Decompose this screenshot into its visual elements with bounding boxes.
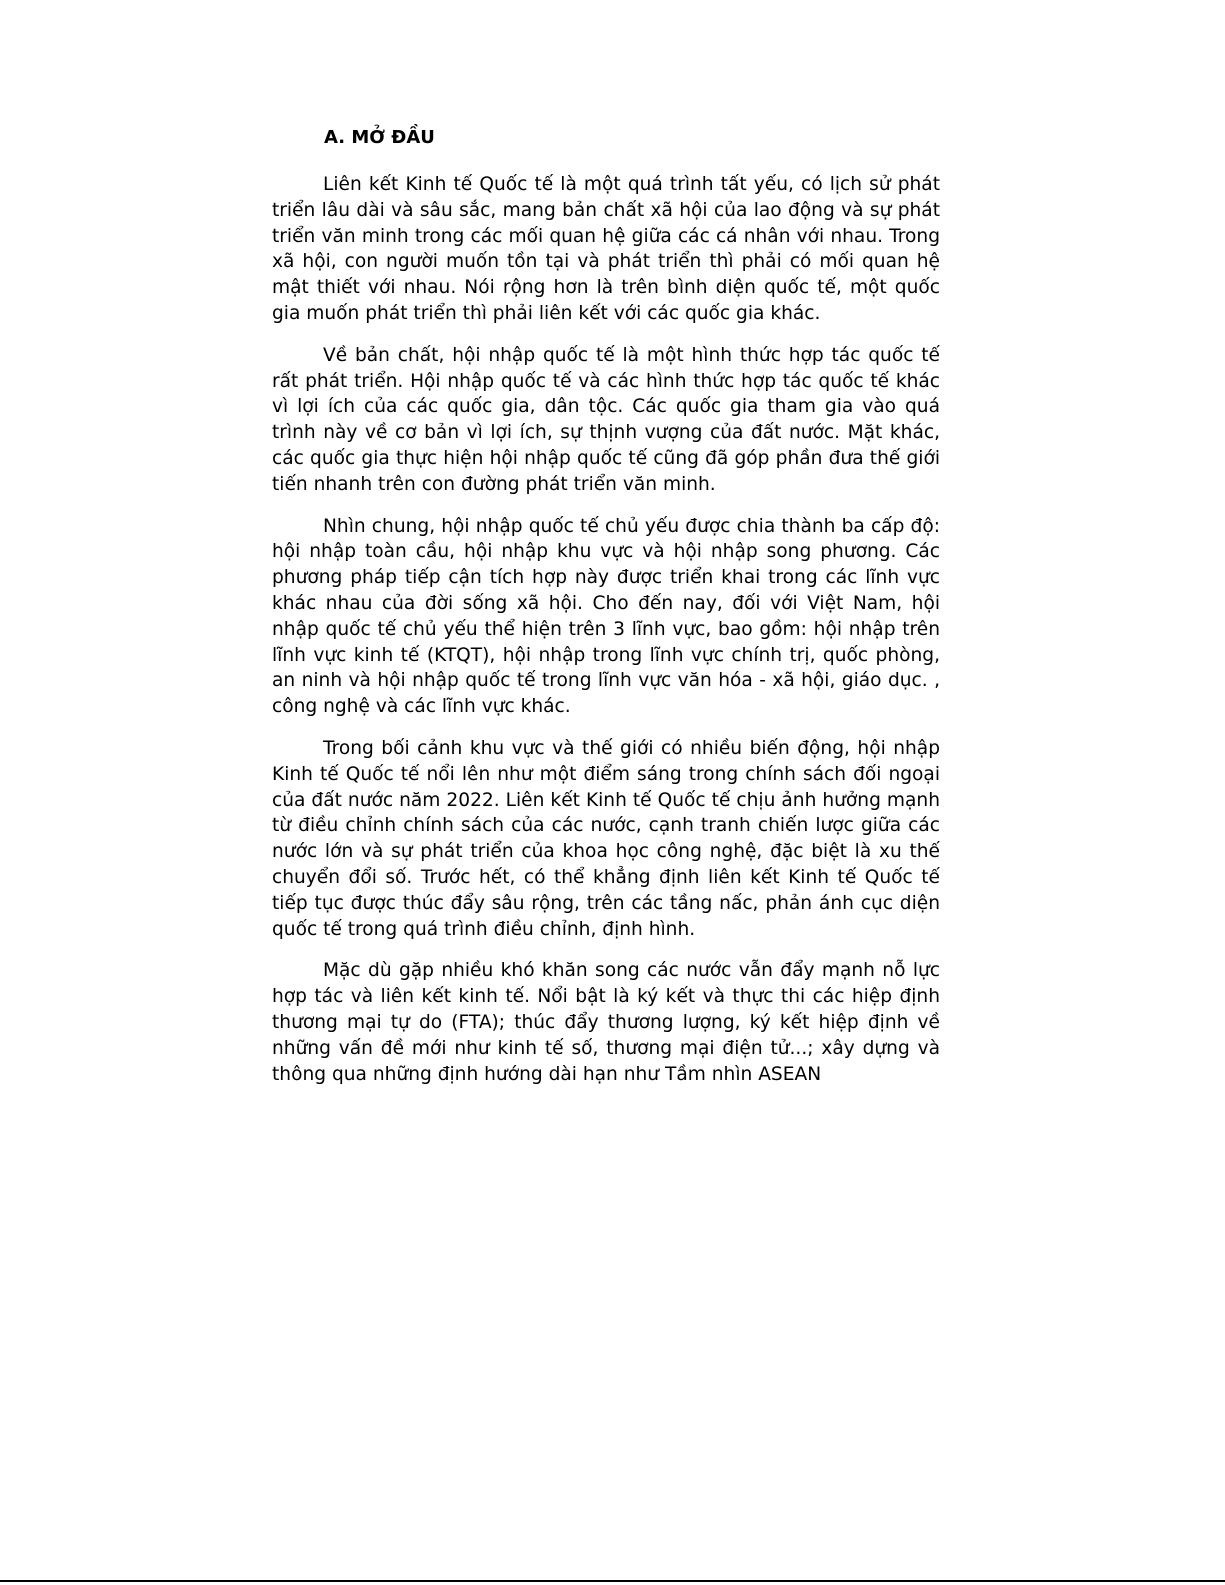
- document-body: [272, 124, 940, 1103]
- paragraph-2: Về bản chất, hội nhập quốc tế là một hình thức hợp tác quốc tế rất phát triển. Hội nhập quốc tế và các hình thức hợp tác quốc tế khác vì lợi ích của các quốc gia, dân tộc. Các quốc gia tham gia vào quá trình này về cơ bản vì lợi ích, sự thịnh vượng của đất nước. Mặt khác, các quốc gia thực hiện hội nhập quốc tế cũng đã góp phần đưa thế giới tiến nhanh trên con đường phát triển văn minh.: [272, 344, 940, 495]
- section-heading: A. MỞ ĐẦU: [324, 127, 435, 148]
- paragraph-3: Nhìn chung, hội nhập quốc tế chủ yếu được chia thành ba cấp độ: hội nhập toàn cầu, hội nhập khu vực và hội nhập song phương. Các phương pháp tiếp cận tích hợp này được triển khai trong các lĩnh vực khác nhau của đời sống xã hội. Cho đến nay, đối với Việt Nam, hội nhập quốc tế chủ yếu thể hiện trên 3 lĩnh vực, bao gồm: hội nhập trên lĩnh vực kinh tế (KTQT), hội nhập trong lĩnh vực chính trị, quốc phòng, an ninh và hội nhập quốc tế trong lĩnh vực văn hóa - xã hội, giáo dục. , công nghệ và các lĩnh vực khác.: [272, 515, 940, 718]
- paragraph-1: Liên kết Kinh tế Quốc tế là một quá trình tất yếu, có lịch sử phát triển lâu dài và sâu sắc, mang bản chất xã hội của lao động và sự phát triển văn minh trong các mối quan hệ giữa các cá nhân với nhau. Trong xã hội, con người muốn tồn tại và phát triển thì phải có mối quan hệ mật thiết với nhau. Nói rộng hơn là trên bình diện quốc tế, một quốc gia muốn phát triển thì phải liên kết với các quốc gia khác.: [272, 174, 940, 324]
- paragraph-4: Trong bối cảnh khu vực và thế giới có nhiều biến động, hội nhập Kinh tế Quốc tế nổi lên như một điểm sáng trong chính sách đối ngoại của đất nước năm 2022. Liên kết Kinh tế Quốc tế chịu ảnh hưởng mạnh từ điều chỉnh chính sách của các nước, cạnh tranh chiến lược giữa các nước lớn và sự phát triển của khoa học công nghệ, đặc biệt là xu thế chuyển đổi số. Trước hết, có thể khẳng định liên kết Kinh tế Quốc tế tiếp tục được thúc đẩy sâu rộng, trên các tầng nấc, phản ánh cục diện quốc tế trong quá trình điều chỉnh, định hình.: [272, 737, 940, 940]
- paragraph-5: Mặc dù gặp nhiều khó khăn song các nước vẫn đẩy mạnh nỗ lực hợp tác và liên kết kinh tế. Nổi bật là ký kết và thực thi các hiệp định thương mại tự do (FTA); thúc đẩy thương lượng, ký kết hiệp định về những vấn đề mới như kinh tế số, thương mại điện tử...; xây dựng và thông qua những định hướng dài hạn như Tầm nhìn ASEAN: [272, 960, 940, 1085]
- page-bottom-border: [0, 1580, 1225, 1582]
